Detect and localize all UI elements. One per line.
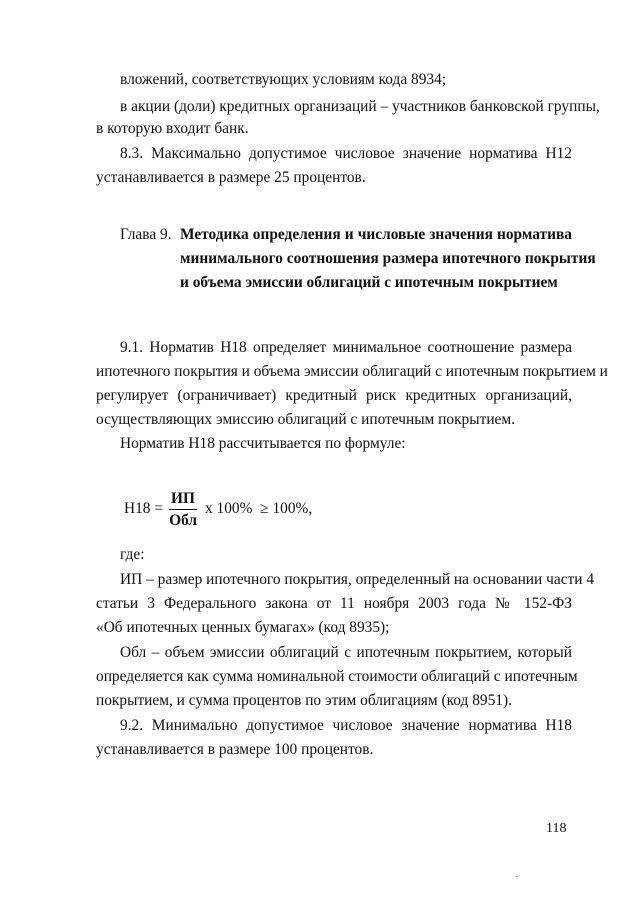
- chapter-title-line: минимального соотношения размера ипотечного покрытия: [180, 250, 596, 267]
- text-line: 9.1. Норматив Н18 определяет минимальное соотношение размера: [120, 339, 572, 356]
- formula-denominator: Обл: [169, 511, 197, 529]
- formula-numerator: ИП: [169, 489, 197, 510]
- text-line: регулирует (ограничивает) кредитный риск кредитных организаций,: [96, 387, 572, 404]
- text-line: ИП – размер ипотечного покрытия, определенный на основании части 4: [120, 571, 595, 588]
- text-line: 8.3. Максимально допустимое числовое значение норматива Н12: [120, 145, 572, 162]
- text-line: 9.2. Минимально допустимое числовое значение норматива Н18: [120, 717, 572, 734]
- text-line: устанавливается в размере 100 процентов.: [96, 741, 374, 758]
- text-line: покрытием, и сумма процентов по этим облигациям (код 8951).: [96, 692, 512, 709]
- where-label: где:: [120, 546, 145, 563]
- text-line: статьи 3 Федерального закона от 11 ноября 2003 года № 152-ФЗ: [96, 595, 572, 612]
- text-line: устанавливается в размере 25 процентов.: [96, 169, 366, 186]
- text-line: в которую входит банк.: [96, 120, 249, 137]
- scan-speck: [516, 876, 518, 877]
- chapter-label: Глава 9.: [120, 226, 172, 243]
- text-line: ипотечного покрытия и объема эмиссии облигаций с ипотечным покрытием и: [96, 363, 608, 380]
- page-number: 118: [546, 821, 567, 836]
- text-line: Норматив Н18 рассчитывается по формуле:: [120, 435, 406, 452]
- text-line: в акции (доли) кредитных организаций – участников банковской группы,: [120, 98, 600, 115]
- chapter-title-line: и объема эмиссии облигаций с ипотечным покрытием: [180, 274, 558, 291]
- text-line: определяется как сумма номинальной стоимости облигаций с ипотечным: [96, 668, 578, 685]
- formula-rhs: x 100% ≥ 100%,: [205, 500, 313, 517]
- formula: [124, 484, 312, 534]
- text-line: осуществляющих эмиссию облигаций с ипотечным покрытием.: [96, 411, 515, 428]
- text-line: Обл – объем эмиссии облигаций с ипотечным покрытием, который: [120, 644, 572, 661]
- chapter-title-line: Методика определения и числовые значения норматива: [180, 226, 572, 243]
- text-line: «Об ипотечных ценных бумагах» (код 8935);: [96, 619, 390, 636]
- text-line: вложений, соответствующих условиям кода 8934;: [120, 71, 447, 88]
- formula-fraction: [169, 489, 197, 530]
- formula-lhs: Н18 =: [124, 500, 164, 517]
